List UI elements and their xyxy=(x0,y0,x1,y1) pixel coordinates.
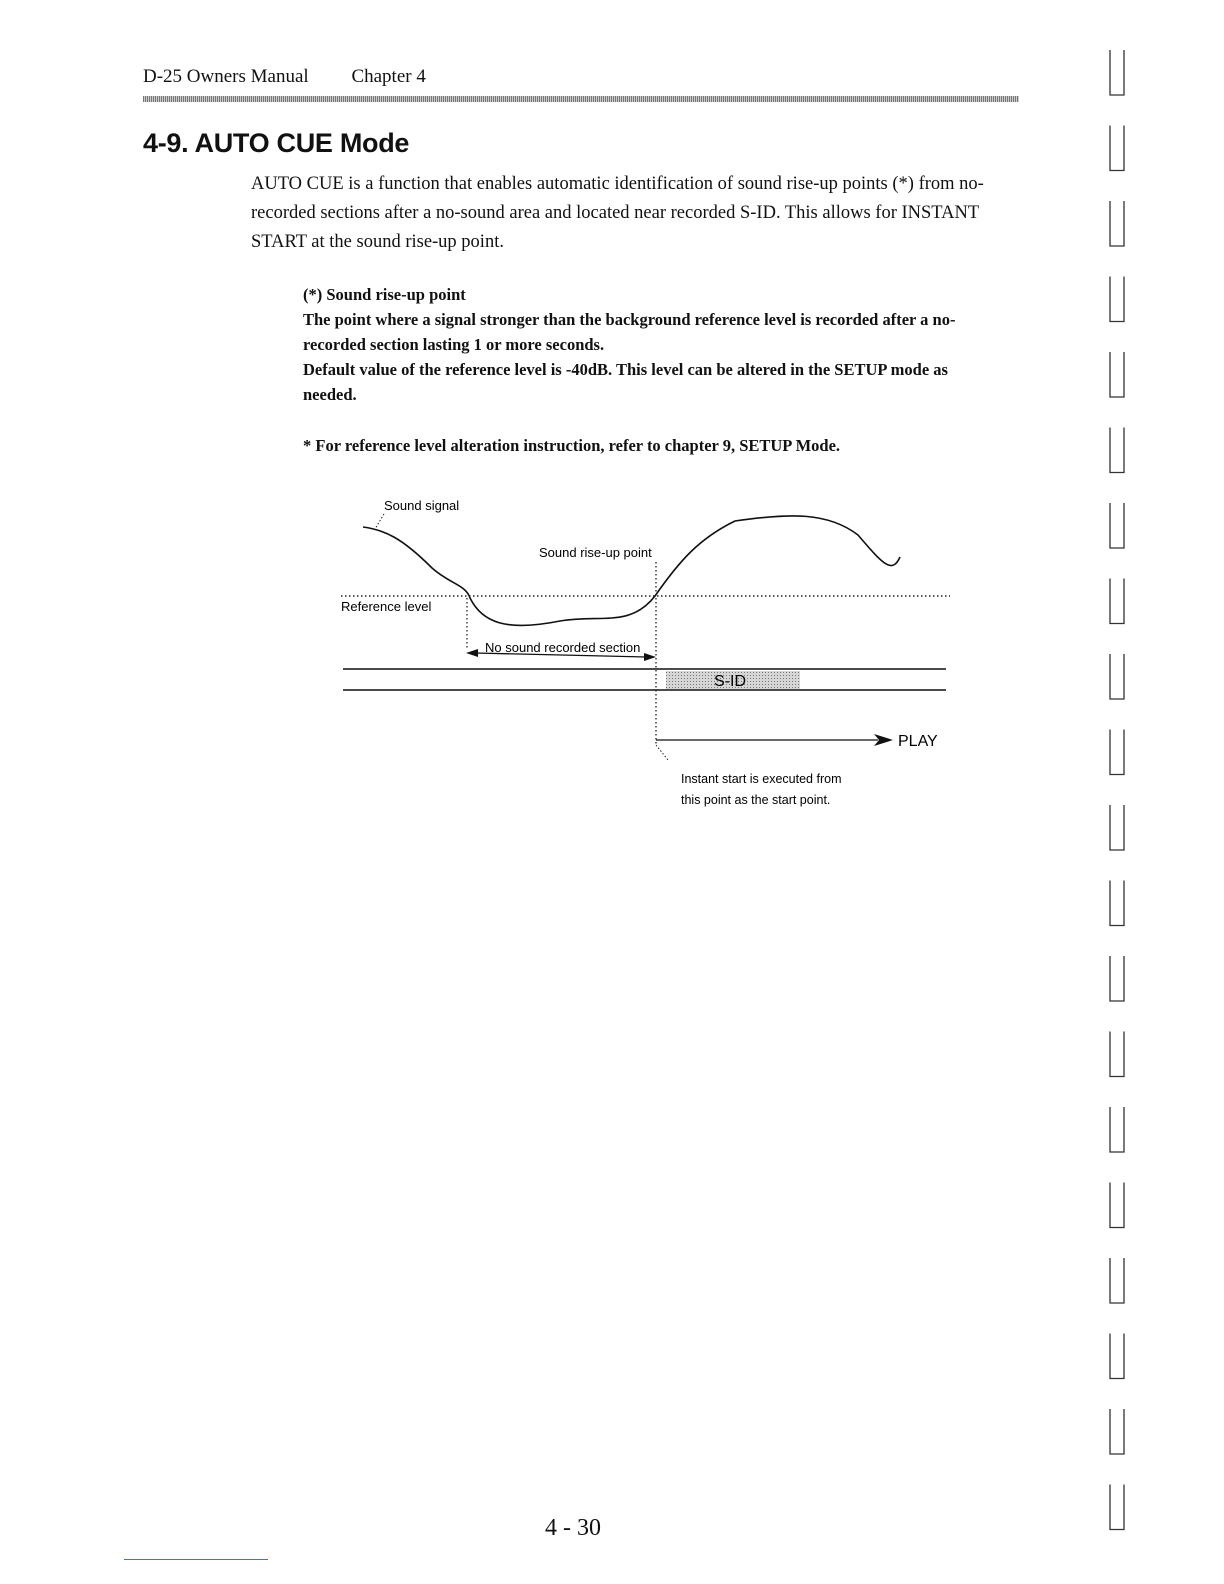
manual-title: D-25 Owners Manual xyxy=(143,66,309,87)
footnote-text-2: Default value of the reference level is -40dB. This level can be altered in the SETUP mode as needed. xyxy=(303,360,948,404)
section-title: 4-9. AUTO CUE Mode xyxy=(143,128,410,158)
binder-hole xyxy=(1110,352,1124,397)
no-sound-section-label: No sound recorded section xyxy=(485,640,641,655)
binder-hole xyxy=(1110,579,1124,624)
binder-hole xyxy=(1110,1485,1124,1530)
binder-hole xyxy=(1110,50,1124,95)
binder-hole xyxy=(1110,1409,1124,1454)
binder-hole xyxy=(1110,1032,1124,1077)
binder-hole xyxy=(1110,1107,1124,1152)
sound-signal-label: Sound signal xyxy=(384,498,460,513)
sound-signal-curve xyxy=(363,516,900,626)
footnote-heading: (*) Sound rise-up point xyxy=(303,285,466,304)
binder-hole xyxy=(1110,1334,1124,1379)
sid-label: S-ID xyxy=(714,673,746,690)
binder-hole xyxy=(1110,805,1124,850)
binder-hole xyxy=(1110,428,1124,473)
bottom-rule xyxy=(124,1559,268,1560)
instant-start-label-1: Instant start is executed from xyxy=(681,772,842,786)
binder-hole xyxy=(1110,1183,1124,1228)
reference-note: * For reference level alteration instruction, refer to chapter 9, SETUP Mode. xyxy=(303,436,841,455)
binder-hole xyxy=(1110,881,1124,926)
binder-hole xyxy=(1110,126,1124,171)
binder-hole xyxy=(1110,956,1124,1001)
footnote-text-1: The point where a signal stronger than the background reference level is recorded after a no-recorded section lasting 1 or more seconds. xyxy=(303,310,956,354)
intro-paragraph: AUTO CUE is a function that enables automatic identification of sound rise-up points (*) from no-recorded sections after a no-sound area and located near recorded S-ID. This allows for INSTANT START at the sound rise-up point. xyxy=(251,174,984,252)
page-number: 4 - 30 xyxy=(545,1515,601,1541)
binder-hole xyxy=(1110,730,1124,775)
instant-start-label-2: this point as the start point. xyxy=(681,793,831,807)
reference-level-label: Reference level xyxy=(341,599,432,614)
binder-hole xyxy=(1110,503,1124,548)
binder-hole xyxy=(1110,201,1124,246)
binder-hole xyxy=(1110,1258,1124,1303)
binder-holes-decoration xyxy=(1104,40,1134,1540)
binder-hole xyxy=(1110,277,1124,322)
binder-hole xyxy=(1110,654,1124,699)
chapter-label: Chapter 4 xyxy=(351,66,426,87)
rise-up-point-label: Sound rise-up point xyxy=(539,545,652,560)
play-label: PLAY xyxy=(898,733,938,750)
